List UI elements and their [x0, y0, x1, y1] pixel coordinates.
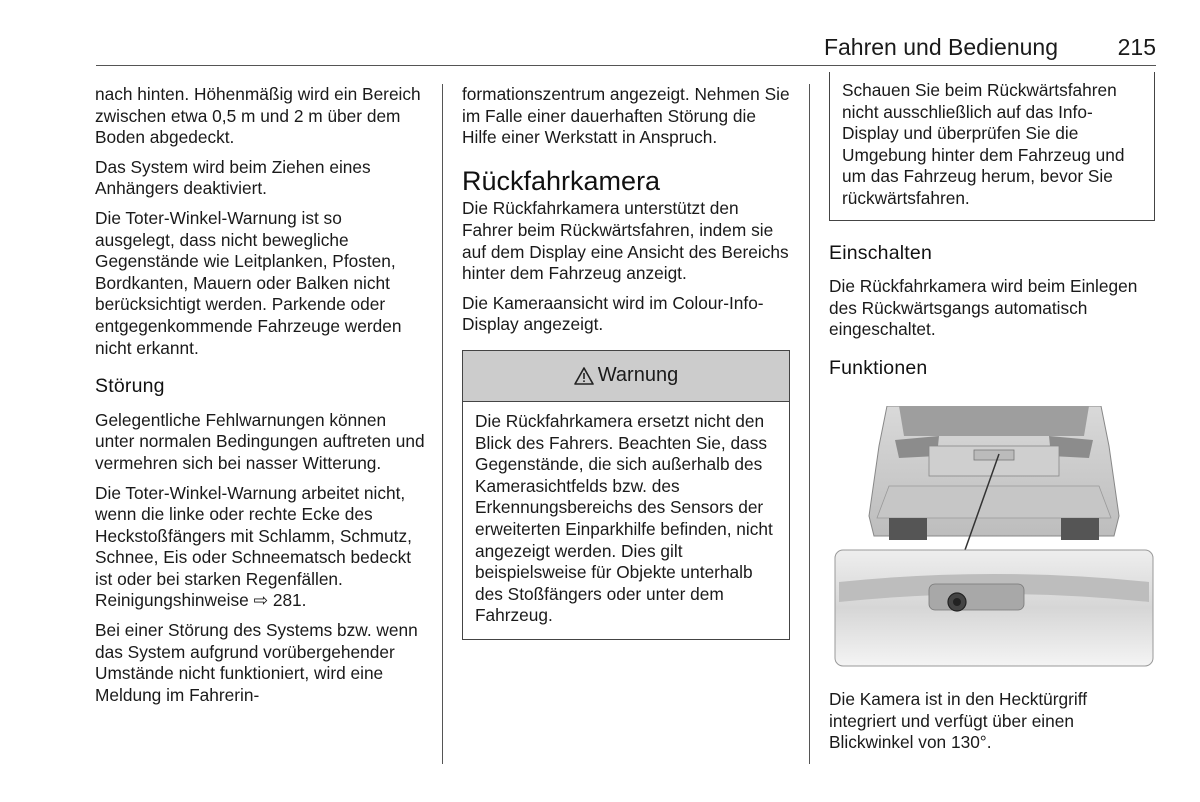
column-divider-right: [809, 84, 810, 764]
column-middle: [462, 84, 792, 640]
column-right: [829, 80, 1159, 762]
paragraph-false-warnings: Gelegentliche Fehlwarnungen können unter normalen Bedingungen auftreten und vermehren sich bei nasser Witterung.: [95, 409, 425, 473]
paragraph-stationary-objects: Die Toter-Winkel-Warnung ist so ausgelegt, dass nicht bewegliche Gegenstände wie Leitplanken, Pfosten, Bordkanten, Mauern oder Balken nicht berücksichtigt werden. Parkende oder entgegenkommende Fahrzeuge werden nicht erkannt.: [95, 207, 402, 358]
paragraph-coverage: nach hinten. Höhenmäßig wird ein Bereich zwischen etwa 0,5 m und 2 m über dem Boden abgedeckt.: [95, 84, 421, 148]
heading-stoerung: Störung: [95, 375, 165, 398]
column-left: [95, 84, 425, 714]
warning-text: Die Rückfahrkamera ersetzt nicht den Blick des Fahrers. Beachten Sie, dass Gegenstände, die sich außerhalb des Kamerasichtfelds bzw. des Erkennungsbereichs des Sensors der erweiterten Einparkhilfe befinden, nicht angezeigt werden. Dies gilt beispielsweise für Objekte unterhalb des Stoßfängers oder unter dem Fahrzeug.: [475, 410, 773, 626]
paragraph-trailer: Das System wird beim Ziehen eines Anhängers deaktiviert.: [95, 156, 371, 199]
page-number: 215: [1117, 34, 1156, 60]
paragraph-system-fault: Bei einer Störung des Systems bzw. wenn das System aufgrund vorübergehender Umstände nicht funktioniert, wird eine Meldung im Fahrerin-: [95, 620, 418, 705]
warning-triangle-icon: [574, 367, 594, 385]
header-rule: [96, 65, 1156, 66]
heading-rueckfahrkamera: Rückfahrkamera: [462, 165, 661, 196]
paragraph-workshop: formationszentrum angezeigt. Nehmen Sie im Falle einer dauerhaften Störung die Hilfe einer Werkstatt in Anspruch.: [462, 84, 790, 148]
warning-header: [463, 351, 789, 402]
paragraph-camera-display: Die Kameraansicht wird im Colour-Info-Display angezeigt.: [462, 292, 764, 335]
paragraph-camera-intro: Die Rückfahrkamera unterstützt den Fahrer beim Rückwärtsfahren, indem sie auf dem Display eine Ansicht des Bereichs hinter dem Fahrzeug anzeigt.: [462, 198, 789, 284]
note-box: [829, 72, 1155, 221]
column-divider-left: [442, 84, 443, 764]
paragraph-dirty-bumper: [95, 483, 425, 613]
heading-funktionen: Funktionen: [829, 356, 928, 379]
note-text: Schauen Sie beim Rückwärtsfahren nicht ausschließlich auf das Info-Display und überprüfen Sie die Umgebung hinter dem Fahrzeug und um das Fahrzeug herum, bevor Sie rückwärtsfahren.: [842, 80, 1125, 208]
page-reference-arrow-icon: ⇨: [253, 590, 269, 611]
paragraph-switch-on: Die Rückfahrkamera wird beim Einlegen des Rückwärtsgangs automatisch eingeschaltet.: [829, 276, 1138, 340]
heading-einschalten: Einschalten: [829, 241, 933, 264]
header-title: Fahren und Bedienung: [823, 34, 1058, 60]
page-header: [96, 34, 1156, 66]
page-reference: 281.: [272, 590, 307, 611]
warning-box: [462, 350, 790, 640]
paragraph-camera-angle: Die Kamera ist in den Hecktürgriff integriert und verfügt über einen Blickwinkel von 130°.: [829, 689, 1088, 753]
paragraph-dirty-bumper-text: Die Toter-Winkel-Warnung arbeitet nicht, wenn die linke oder rechte Ecke des Heckstoßfängers mit Schlamm, Schmutz, Schnee, Eis oder Schneematsch bedeckt ist oder bei starken Regenfällen. Reinigungshinweise: [95, 482, 412, 611]
warning-title: Warnung: [597, 364, 679, 387]
rear-camera-illustration: [829, 406, 1159, 670]
